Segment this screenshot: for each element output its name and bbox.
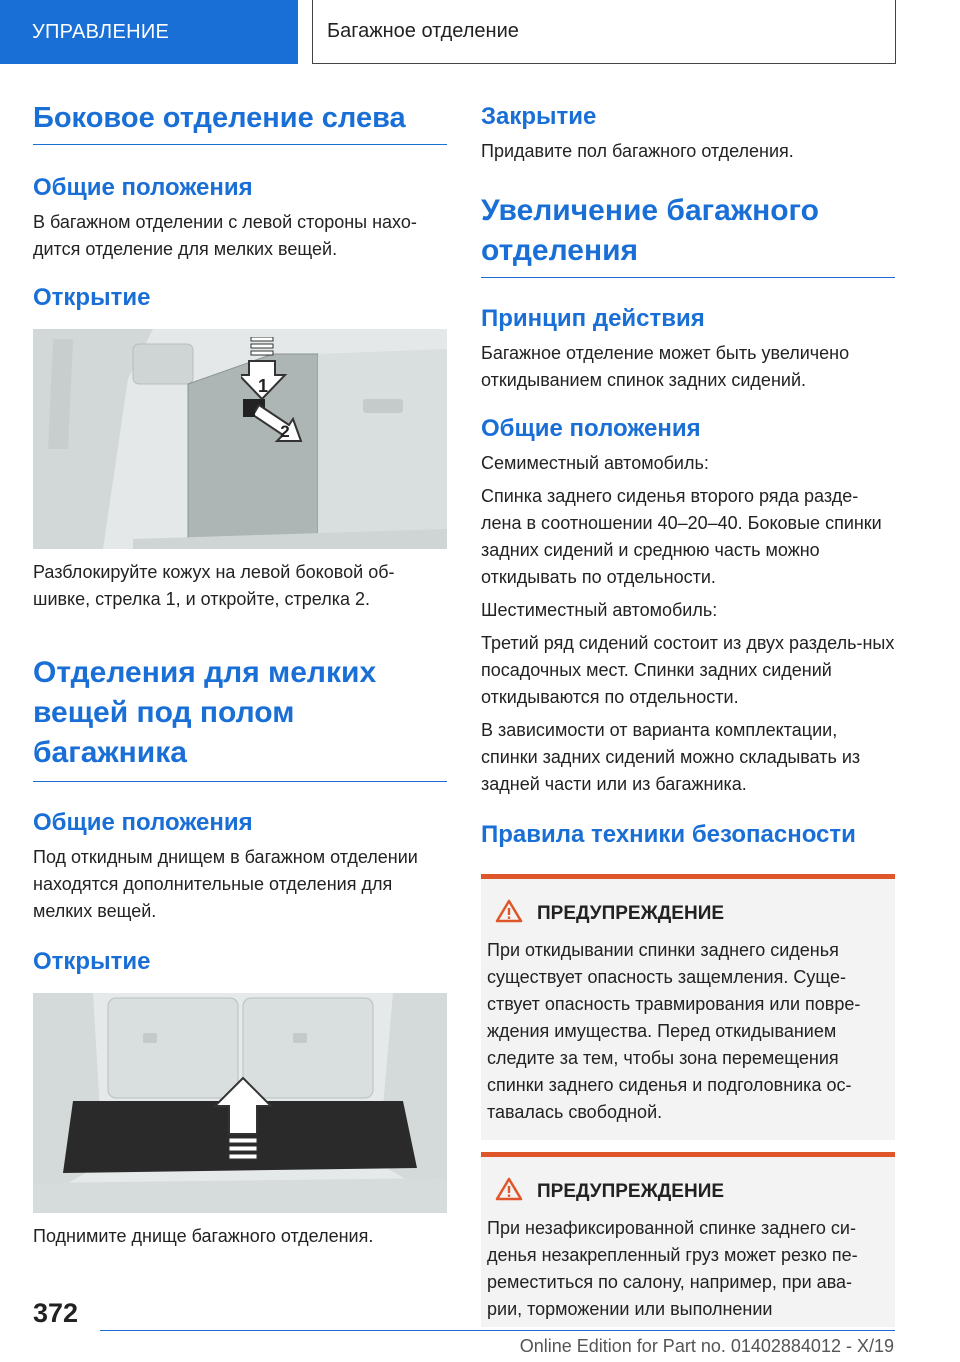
paragraph-close: Придавите пол багажного отделения. — [481, 141, 794, 161]
heading-general-3: Общие положения — [481, 415, 701, 442]
section-tab — [0, 0, 298, 64]
heading-open: Открытие — [33, 284, 151, 311]
right-column — [481, 98, 895, 1327]
heading-general: Общие положения — [33, 174, 253, 201]
heading-open-2: Открытие — [33, 948, 151, 975]
heading-general-2: Общие положения — [33, 809, 253, 836]
paragraph-seven-desc: Спинка заднего сиденья второго ряда разде-лена в соотношении 40–20–40. Боковые спинки задних сидений и среднюю часть можно откидывать по отдельности. — [481, 486, 882, 587]
page-number: 372 — [33, 1298, 79, 1328]
warning-title-text-1: ПРЕДУПРЕЖДЕНИЕ — [537, 903, 725, 924]
heading-rule — [481, 277, 895, 278]
chapter-label: Багажное отделение — [327, 20, 519, 42]
figure-trunk-floor — [33, 993, 447, 1213]
heading-rule — [33, 781, 447, 782]
paragraph-six-desc: Третий ряд сидений состоит из двух раздель-ных посадочных мест. Спинки задних сидений откидываются по отдельности. — [481, 633, 895, 707]
arrow-up-icon — [213, 1076, 273, 1181]
heading-close: Закрытие — [481, 103, 597, 130]
footer-rule — [100, 1330, 895, 1331]
warning-box-2 — [481, 1152, 895, 1327]
trunk-side-illustration — [33, 329, 447, 549]
paragraph-general: В багажном отделении с левой стороны нахо-дится отделение для мелких вещей. — [33, 212, 417, 259]
heading-principle: Принцип действия — [481, 305, 705, 332]
warning-triangle-icon — [495, 1177, 523, 1207]
paragraph-general-2: Под откидным днищем в багажном отделении находятся дополнительные отделения для мелких вещей. — [33, 847, 418, 921]
paragraph-six: Шестиместный автомобиль: — [481, 600, 718, 620]
warning-triangle-icon — [495, 899, 523, 929]
left-column — [33, 98, 447, 1250]
paragraph-lift: Поднимите днище багажного отделения. — [33, 1226, 374, 1246]
paragraph-seven: Семиместный автомобиль: — [481, 453, 709, 473]
footer-edition: Online Edition for Part no. 01402884012 - X/19 — [519, 1336, 894, 1356]
warning-box-1 — [481, 874, 895, 1140]
warning-title-2 — [487, 1177, 885, 1207]
arrow-2-icon — [255, 399, 315, 454]
arrow-2-label: 2 — [280, 422, 290, 441]
chapter-tab — [312, 0, 896, 64]
paragraph-unlock: Разблокируйте кожух на левой боковой об-шивке, стрелка 1, и откройте, стрелка 2. — [33, 562, 395, 609]
heading-side-compartment: Боковое отделение слева — [33, 102, 406, 134]
heading-safety: Правила техники безопасности — [481, 821, 856, 848]
heading-rule — [33, 144, 447, 145]
warning-text-1: При откидывании спинки заднего сиденья существует опасность защемления. Суще-ствует опасность травмирования или повре-ждения имущества. Перед откидыванием следите за тем, чтобы зона перемещения спинки заднего сиденья и подголовника ос-тавалась свободной. — [487, 940, 861, 1122]
warning-title-1 — [487, 899, 885, 929]
figure-side-compartment — [33, 329, 447, 549]
warning-title-text-2: ПРЕДУПРЕЖДЕНИЕ — [537, 1181, 725, 1202]
section-label: УПРАВЛЕНИЕ — [32, 20, 170, 43]
heading-underfloor: Отделения для мелких вещей под полом багажника — [33, 656, 377, 769]
paragraph-principle: Багажное отделение может быть увеличено откидыванием спинок задних сидений. — [481, 343, 850, 390]
arrow-1-label: 1 — [257, 376, 269, 396]
warning-text-2: При незафиксированной спинке заднего си-денья незакрепленный груз может резко пе-реместиться по салону, например, при ава-рии, торможении или выполнении — [487, 1218, 858, 1319]
heading-enlarge: Увеличение багажного отделения — [481, 194, 819, 267]
paragraph-depending: В зависимости от варианта комплектации, спинки задних сидений можно складывать из задней части или из багажника. — [481, 720, 861, 794]
